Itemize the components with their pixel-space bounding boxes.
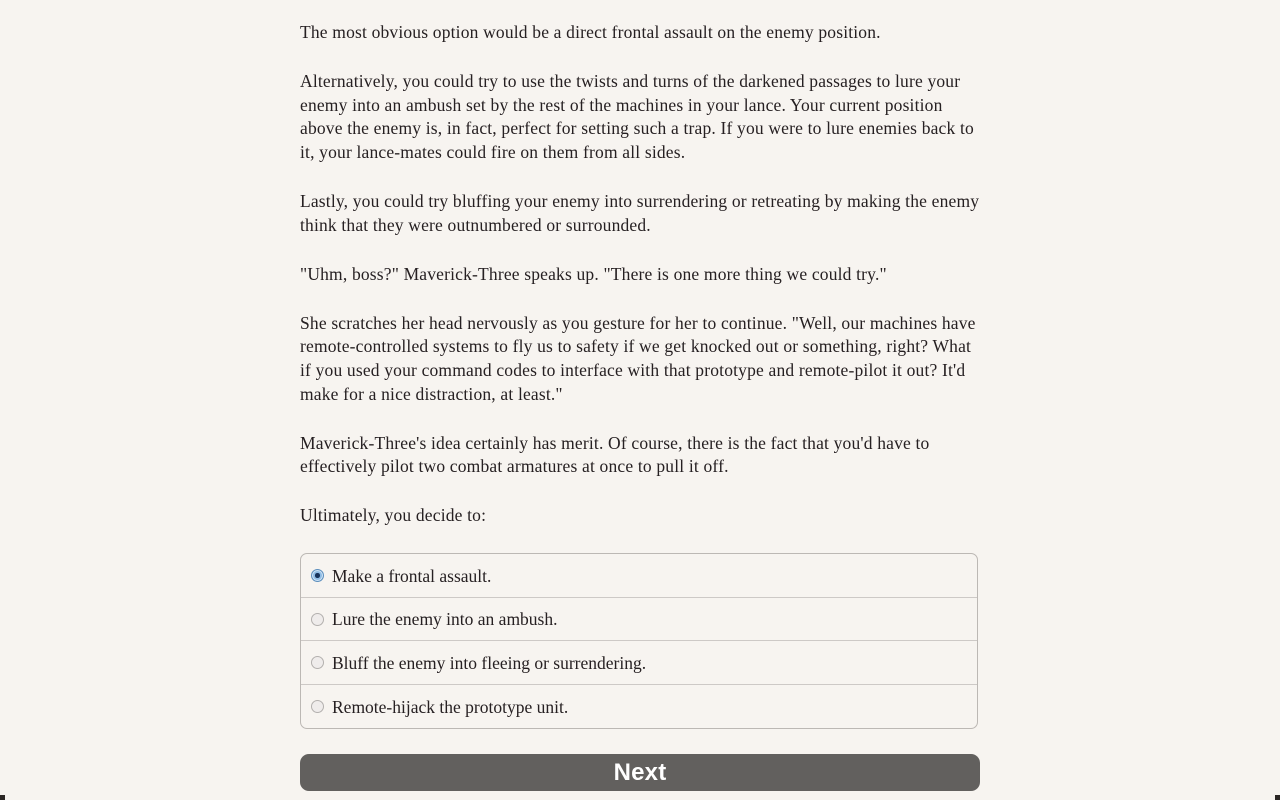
choice-option-1[interactable]	[301, 598, 977, 642]
radio-button-icon-2[interactable]	[311, 656, 324, 669]
story-paragraph-3: Lastly, you could try bluffing your enemy into surrendering or retreating by making the enemy think that they were outnumbered or surrounded.	[300, 190, 980, 235]
choice-list	[300, 553, 978, 729]
bottom-right-artifact	[1275, 795, 1280, 800]
choice-option-0[interactable]	[301, 554, 977, 598]
radio-button-icon-0[interactable]	[311, 569, 324, 582]
choice-label-2: Bluff the enemy into fleeing or surrendering.	[332, 652, 647, 673]
radio-button-icon-1[interactable]	[311, 613, 324, 626]
bottom-left-artifact	[0, 795, 5, 800]
choice-option-3[interactable]	[301, 685, 977, 729]
choice-option-2[interactable]	[301, 641, 977, 685]
story-paragraph-1: The most obvious option would be a direct frontal assault on the enemy position.	[300, 22, 881, 42]
choice-prompt: Ultimately, you decide to:	[300, 505, 487, 526]
choice-label-0: Make a frontal assault.	[332, 565, 492, 586]
story-paragraph-5: She scratches her head nervously as you gesture for her to continue. "Well, our machines have remote-controlled systems to fly us to safety if we get knocked out or something, right? What if you used your command codes to interface with that prototype and remote-pilot it out? It'd make for a nice distraction, at least."	[300, 312, 976, 404]
radio-button-icon-3[interactable]	[311, 700, 324, 713]
choice-label-1: Lure the enemy into an ambush.	[332, 609, 558, 630]
story-paragraph-4: "Uhm, boss?" Maverick-Three speaks up. "There is one more thing we could try."	[300, 263, 887, 284]
next-button[interactable]: Next	[300, 754, 980, 791]
story-content	[300, 0, 980, 791]
story-paragraph-2: Alternatively, you could try to use the twists and turns of the darkened passages to lure your enemy into an ambush set by the rest of the machines in your lance. Your current position above the enemy is, in fact, perfect for setting such a trap. If you were to lure enemies back to it, your lance-mates could fire on them from all sides.	[300, 71, 974, 162]
story-paragraph-6: Maverick-Three's idea certainly has merit. Of course, there is the fact that you'd have to effectively pilot two combat armatures at once to pull it off.	[300, 432, 930, 477]
choice-label-3: Remote-hijack the prototype unit.	[332, 696, 569, 717]
